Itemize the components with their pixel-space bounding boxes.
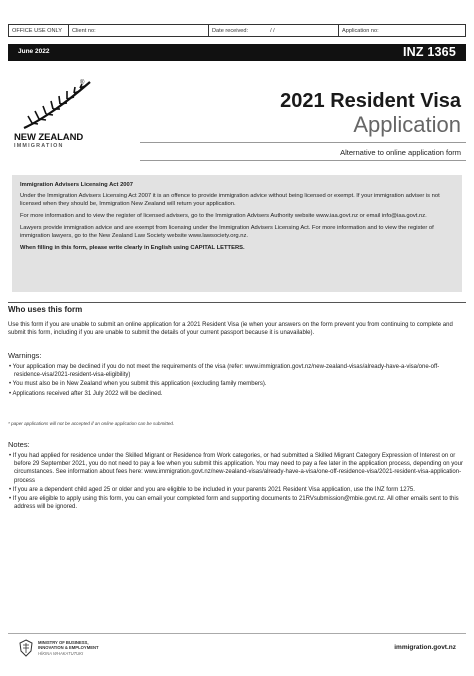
notes-heading: Notes: [8, 440, 30, 449]
advisers-heading: Immigration Advisers Licensing Act 2007 [20, 182, 133, 188]
application-no-field: Application no: [342, 27, 379, 34]
divider [140, 160, 466, 161]
who-uses-body: Use this form if you are unable to submit an online application for a 2021 Resident Visa (ie when your answers on the form prevent you from continuing to complete and submit this form, including if you are unable to submit the details of your current passport because it is unavailable). [8, 322, 453, 337]
footer-website-link[interactable]: immigration.govt.nz [394, 644, 456, 651]
paper-application-footnote: * paper applications will not be accepted if an online application can be submitted. [8, 421, 175, 426]
list-item: • If you are a dependent child aged 25 or older and you are eligible to be included in your parents 2021 Resident Visa application, use the INZ form 1275. [9, 486, 415, 493]
advisers-paragraph: Under the Immigration Advisers Licensing Act 2007 it is an offence to provide immigration advice without being licensed or exempt. If your immigration adviser is not licensed when they should be, Immigration New Zealand will return your application. [20, 193, 440, 207]
date-received-field [209, 25, 339, 36]
silver-fern-icon [22, 80, 94, 130]
warnings-list [8, 363, 466, 399]
page-title: 2021 Resident Visa [280, 90, 461, 112]
client-no-field: Client no: [69, 25, 209, 36]
list-item: • Your application may be declined if you do not meet the requirements of the visa (refer: www.immigration.govt.nz/new-zealand-visas/already-have-a-visa/one-off-residence-visa/2021-resident-visa-eligibility) [9, 364, 440, 379]
page-title-application: Application [353, 112, 461, 137]
date-received-slashes: / / [270, 27, 275, 34]
notes-list [8, 452, 466, 512]
divider [140, 142, 466, 143]
form-date: June 2022 [18, 48, 50, 55]
mbie-logo-text: MINISTRY OF BUSINESS, INNOVATION & EMPLOYMENT HĪKINA WHAKATUTUKI [38, 640, 99, 656]
warnings-heading: Warnings: [8, 351, 42, 360]
capital-letters-instruction: When filling in this form, please write clearly in English using CAPITAL LETTERS. [20, 245, 245, 251]
nz-immigration-logo [14, 80, 104, 160]
list-item: • If you had applied for residence under the Skilled Migrant or Residence from Work categories, or had submitted a Skilled Migrant Category Expression of Interest on or before 29 September 2021, you do not need to pay a fee when you submit this application. You may need to pay a fee later in the application process, depending on your circumstances. See information about fees here: www.immigration.govt.nz/new-zealand-visas/already-have-a-visa/one-off-residence-visa/2021-resident-visa-application-process [9, 453, 463, 484]
nz-crest-icon [18, 639, 34, 657]
date-received-label: Date received: [212, 27, 249, 34]
page-subtitle: Alternative to online application form [340, 148, 461, 157]
list-item: • If you are eligible to apply using this form, you can email your completed form and supporting documents to 21RVsubmission@mbie.govt.nz. All other emails sent to this address will be ignored. [9, 496, 459, 511]
advisers-paragraph: For more information and to view the register of licensed advisers, go to the Immigration Advisers Authority website www.iaa.govt.nz or email info@iaa.govt.nz. [20, 213, 427, 219]
form-header-bar [8, 44, 466, 61]
footer-divider [8, 633, 466, 634]
office-use-bar [8, 24, 466, 37]
list-item: • You must also be in New Zealand when you submit this application (excluding family members). [9, 381, 267, 388]
office-use-label: OFFICE USE ONLY [9, 25, 69, 36]
advisers-paragraph: Lawyers provide immigration advice and are exempt from licensing under the Immigration Advisers Licensing Act. For more information and to view the register of immigration lawyers, go to the New Zealand Law Society website www.lawsociety.org.nz. [20, 225, 434, 239]
logo-new-zealand: NEW ZEALAND [14, 132, 84, 143]
list-item: • Applications received after 31 July 2022 will be declined. [9, 390, 163, 397]
advisers-info-box [12, 175, 462, 292]
form-code: INZ 1365 [402, 45, 456, 59]
registered-mark: ® [80, 80, 85, 86]
logo-immigration: IMMIGRATION [14, 143, 64, 149]
who-uses-heading: Who uses this form [8, 302, 466, 314]
